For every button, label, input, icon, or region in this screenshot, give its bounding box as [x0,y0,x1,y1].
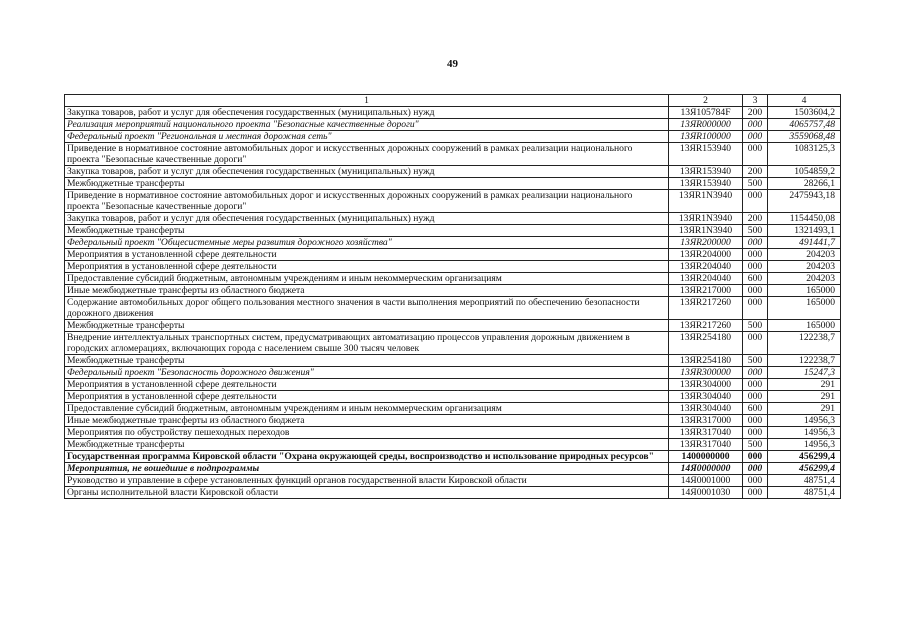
row-amount-cell: 291 [768,391,841,403]
row-type-cell: 200 [743,107,768,119]
row-amount-cell: 1054859,2 [768,166,841,178]
row-type-cell: 000 [743,285,768,297]
row-amount-cell: 456299,4 [768,451,841,463]
row-type-cell: 000 [743,427,768,439]
row-name-cell: Приведение в нормативное состояние автомобильных дорог и искусственных дорожных сооружений в рамках реализации национального проекта "Безопасные качественные дороги" [65,190,669,213]
row-type-cell: 000 [743,249,768,261]
table-row [65,213,841,225]
row-amount-cell: 204203 [768,261,841,273]
table-row [65,237,841,249]
row-amount-cell: 1154450,08 [768,213,841,225]
row-name-cell: Мероприятия в установленной сфере деятельности [65,261,669,273]
table-row [65,463,841,475]
table-row [65,487,841,499]
row-name-cell: Межбюджетные трансферты [65,178,669,190]
row-name-cell: Межбюджетные трансферты [65,320,669,332]
row-name-cell: Закупка товаров, работ и услуг для обеспечения государственных (муниципальных) нужд [65,213,669,225]
row-name-cell: Предоставление субсидий бюджетным, автономным учреждениям и иным некоммерческим организациям [65,403,669,415]
table-row [65,439,841,451]
row-code-cell: 13ЯR1N3940 [669,213,743,225]
table-row [65,391,841,403]
row-amount-cell: 1083125,3 [768,143,841,166]
row-amount-cell: 291 [768,379,841,391]
table-row [65,273,841,285]
row-name-cell: Руководство и управление в сфере установленных функций органов государственной власти Кировской области [65,475,669,487]
row-type-cell: 600 [743,403,768,415]
row-name-cell: Мероприятия в установленной сфере деятельности [65,391,669,403]
row-type-cell: 500 [743,178,768,190]
row-name-cell: Межбюджетные трансферты [65,225,669,237]
row-name-cell: Межбюджетные трансферты [65,439,669,451]
row-amount-cell: 48751,4 [768,475,841,487]
table-row [65,261,841,273]
row-type-cell: 600 [743,273,768,285]
row-type-cell: 000 [743,451,768,463]
row-code-cell: 13ЯR153940 [669,166,743,178]
column-header-4: 4 [768,95,841,107]
table-row [65,178,841,190]
row-code-cell: 13ЯR153940 [669,178,743,190]
row-name-cell: Мероприятия в установленной сфере деятельности [65,379,669,391]
row-amount-cell: 456299,4 [768,463,841,475]
row-type-cell: 000 [743,332,768,355]
row-name-cell: Приведение в нормативное состояние автомобильных дорог и искусственных дорожных сооружений в рамках реализации национального проекта "Безопасные качественные дороги" [65,143,669,166]
row-amount-cell: 165000 [768,297,841,320]
table-row [65,403,841,415]
row-code-cell: 13ЯR217260 [669,297,743,320]
row-type-cell: 000 [743,261,768,273]
row-code-cell: 13ЯR100000 [669,131,743,143]
row-code-cell: 13ЯR1N3940 [669,190,743,213]
table-row [65,332,841,355]
row-name-cell: Мероприятия в установленной сфере деятельности [65,249,669,261]
row-name-cell: Межбюджетные трансферты [65,355,669,367]
row-type-cell: 000 [743,143,768,166]
row-code-cell: 13ЯR317000 [669,415,743,427]
table-row [65,131,841,143]
table-row [65,297,841,320]
row-amount-cell: 1321493,1 [768,225,841,237]
row-code-cell: 13ЯR304040 [669,391,743,403]
table-row [65,415,841,427]
row-amount-cell: 291 [768,403,841,415]
row-amount-cell: 14956,3 [768,439,841,451]
table-row [65,190,841,213]
row-name-cell: Мероприятия по обустройству пешеходных переходов [65,427,669,439]
column-header-1: 1 [65,95,669,107]
table-row [65,320,841,332]
table-row [65,475,841,487]
table-row [65,119,841,131]
row-code-cell: 13ЯR300000 [669,367,743,379]
row-type-cell: 000 [743,487,768,499]
row-code-cell: 13ЯR304040 [669,403,743,415]
table-row [65,379,841,391]
row-code-cell: 14Я0000000 [669,463,743,475]
column-header-2: 2 [669,95,743,107]
page-number: 49 [447,58,458,70]
row-amount-cell: 122238,7 [768,355,841,367]
header-row [65,95,841,107]
row-amount-cell: 28266,1 [768,178,841,190]
row-code-cell: 13ЯR317040 [669,439,743,451]
row-amount-cell: 122238,7 [768,332,841,355]
table-row [65,367,841,379]
column-header-3: 3 [743,95,768,107]
row-type-cell: 000 [743,415,768,427]
row-type-cell: 500 [743,320,768,332]
row-name-cell: Реализация мероприятий национального проекта "Безопасные качественные дороги" [65,119,669,131]
row-amount-cell: 14956,3 [768,415,841,427]
row-name-cell: Федеральный проект "Безопасность дорожного движения" [65,367,669,379]
row-amount-cell: 165000 [768,285,841,297]
row-type-cell: 000 [743,119,768,131]
row-name-cell: Содержание автомобильных дорог общего пользования местного значения в части выполнения мероприятий по обеспечению безопасности дорожного движения [65,297,669,320]
row-code-cell: 13ЯR254180 [669,355,743,367]
row-code-cell: 1400000000 [669,451,743,463]
row-type-cell: 500 [743,355,768,367]
row-type-cell: 000 [743,463,768,475]
row-type-cell: 200 [743,213,768,225]
row-type-cell: 000 [743,379,768,391]
row-code-cell: 13ЯR217000 [669,285,743,297]
table-row [65,427,841,439]
row-amount-cell: 15247,3 [768,367,841,379]
row-type-cell: 000 [743,391,768,403]
row-code-cell: 13ЯR000000 [669,119,743,131]
row-type-cell: 000 [743,131,768,143]
table-row [65,285,841,297]
row-code-cell: 13ЯR204000 [669,249,743,261]
row-type-cell: 000 [743,237,768,249]
budget-table [64,94,841,499]
row-name-cell: Закупка товаров, работ и услуг для обеспечения государственных (муниципальных) нужд [65,107,669,119]
row-amount-cell: 2475943,18 [768,190,841,213]
table-row [65,451,841,463]
row-name-cell: Федеральный проект "Региональная и местная дорожная сеть" [65,131,669,143]
row-amount-cell: 1503604,2 [768,107,841,119]
row-type-cell: 000 [743,367,768,379]
row-name-cell: Мероприятия, не вошедшие в подпрограммы [65,463,669,475]
row-code-cell: 13ЯR304000 [669,379,743,391]
table-row [65,249,841,261]
row-name-cell: Закупка товаров, работ и услуг для обеспечения государственных (муниципальных) нужд [65,166,669,178]
row-amount-cell: 14956,3 [768,427,841,439]
row-type-cell: 000 [743,475,768,487]
row-name-cell: Предоставление субсидий бюджетным, автономным учреждениям и иным некоммерческим организациям [65,273,669,285]
row-code-cell: 13ЯR1N3940 [669,225,743,237]
row-amount-cell: 3559068,48 [768,131,841,143]
row-code-cell: 13ЯR317040 [669,427,743,439]
row-name-cell: Иные межбюджетные трансферты из областного бюджета [65,415,669,427]
row-code-cell: 13ЯR200000 [669,237,743,249]
table-row [65,143,841,166]
row-name-cell: Внедрение интеллектуальных транспортных систем, предусматривающих автоматизацию процессов управления дорожным движением в городских агломерациях, включающих города с населением свыше 300 тысяч человек [65,332,669,355]
table-row [65,166,841,178]
row-name-cell: Иные межбюджетные трансферты из областного бюджета [65,285,669,297]
row-name-cell: Государственная программа Кировской области "Охрана окружающей среды, воспроизводство и использование природных ресурсов" [65,451,669,463]
row-amount-cell: 491441,7 [768,237,841,249]
row-name-cell: Органы исполнительной власти Кировской области [65,487,669,499]
table-row [65,355,841,367]
row-code-cell: 13ЯR254180 [669,332,743,355]
row-name-cell: Федеральный проект "Общесистемные меры развития дорожного хозяйства" [65,237,669,249]
row-code-cell: 13ЯR217260 [669,320,743,332]
row-amount-cell: 204203 [768,273,841,285]
table-row [65,225,841,237]
row-type-cell: 500 [743,225,768,237]
row-amount-cell: 204203 [768,249,841,261]
row-code-cell: 13Я105784F [669,107,743,119]
row-code-cell: 13ЯR204040 [669,261,743,273]
budget-table-body [65,95,841,499]
row-code-cell: 13ЯR204040 [669,273,743,285]
table-row [65,107,841,119]
row-type-cell: 000 [743,297,768,320]
row-amount-cell: 48751,4 [768,487,841,499]
row-code-cell: 13ЯR153940 [669,143,743,166]
row-amount-cell: 4065757,48 [768,119,841,131]
row-code-cell: 14Я0001030 [669,487,743,499]
row-type-cell: 000 [743,190,768,213]
row-amount-cell: 165000 [768,320,841,332]
row-type-cell: 200 [743,166,768,178]
row-code-cell: 14Я0001000 [669,475,743,487]
row-type-cell: 500 [743,439,768,451]
